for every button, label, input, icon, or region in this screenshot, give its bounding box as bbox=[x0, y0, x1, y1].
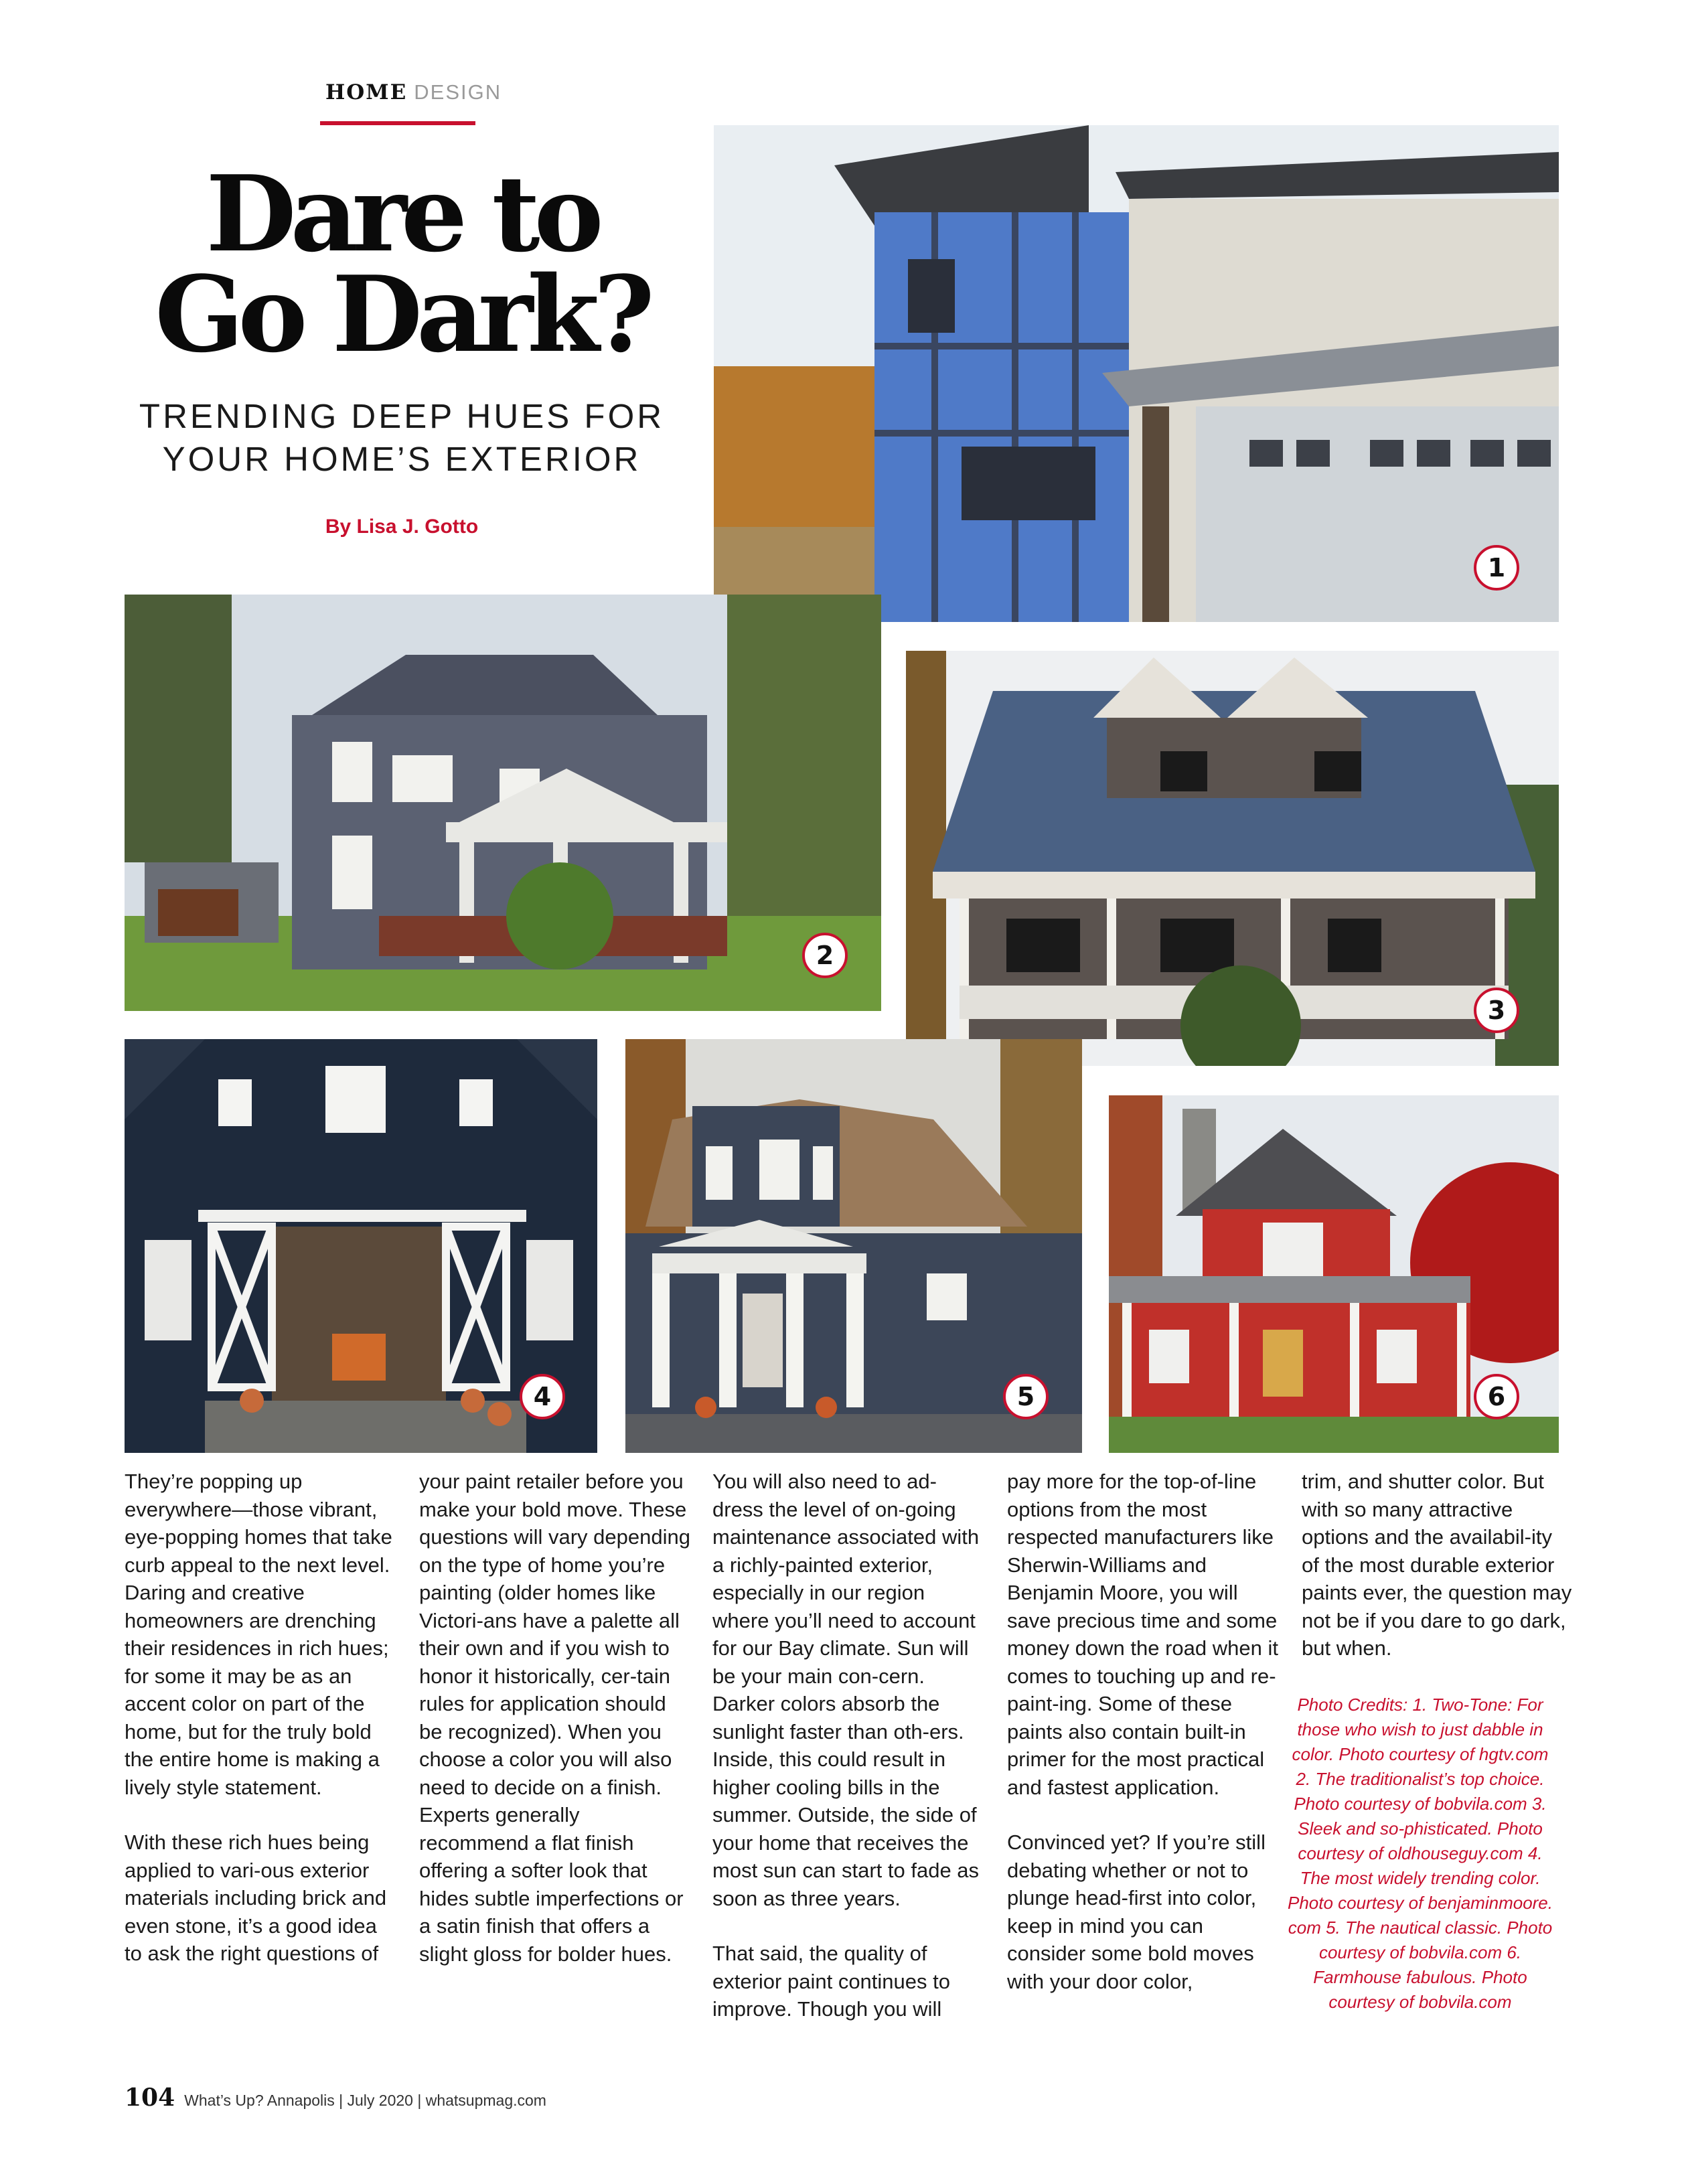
paragraph: pay more for the top-of-line options from the most respected manufacturers like Sherwin-Williams and Benjamin Moore, you will save precious time and some money down the road when it comes to touching up and re-paint-ing. Some of these paints also contain built-in primer for the most practical and fastest application. bbox=[1007, 1470, 1278, 1799]
photo-3-image bbox=[906, 651, 1559, 1066]
photo-2-badge: 2 bbox=[802, 933, 848, 978]
photo-1-badge: 1 bbox=[1474, 545, 1519, 591]
paragraph: They’re popping up everywhere—those vibrant, eye-popping homes that take curb appeal to the next level. Daring and creative homeowners are drenching their residences in rich hues; for some it may be as an accent color on part of the home, but for the truly bold the entire home is making a lively style statement. bbox=[125, 1470, 392, 1799]
page-footer bbox=[125, 2084, 546, 2112]
photo-6-badge: 6 bbox=[1474, 1374, 1519, 1419]
page-number: 104 bbox=[125, 2084, 175, 2112]
photo-1-image bbox=[714, 125, 1559, 622]
byline: By Lisa J. Gotto bbox=[325, 516, 479, 538]
section-label-light: DESIGN bbox=[414, 80, 502, 104]
subheadline-line-2: YOUR HOME’S EXTERIOR bbox=[162, 440, 641, 478]
paragraph: You will also need to ad-dress the level of on-going maintenance associated with a richly-painted exterior, especially in our region where you’ll need to account for our Bay climate. Sun will be your main con-cern. Darker colors absorb the sunlight faster than oth-ers. Inside, this could result in higher cooling bills in the summer. Outside, the side of your home that receives the most sun can start to fade as soon as three years. bbox=[712, 1470, 980, 1910]
section-label bbox=[325, 80, 502, 104]
subheadline-line-1: TRENDING DEEP HUES FOR bbox=[139, 397, 665, 435]
body-column-2 bbox=[419, 1468, 690, 1968]
body-column-3 bbox=[712, 1468, 984, 2023]
headline-line-1: Dare to bbox=[206, 153, 598, 275]
paragraph: your paint retailer before you make your bold move. These questions will vary depending on the type of home you’re painting (older homes like Victori-ans have a palette all their own and if you wish to honor it historically, cer-tain rules for application should be recognized). When you choose a color you will also need to decide on a finish. Experts generally recommend a flat finish offering a softer look that hides subtle imperfections or a satin finish that offers a slight gloss for bolder hues. bbox=[419, 1470, 690, 1966]
photo-3-badge: 3 bbox=[1474, 988, 1519, 1033]
body-column-5 bbox=[1302, 1468, 1573, 1662]
photo-5-badge: 5 bbox=[1003, 1374, 1049, 1419]
photo-4-badge: 4 bbox=[520, 1374, 565, 1419]
body-column-1 bbox=[125, 1468, 396, 1968]
photo-credits: Photo Credits: 1. Two-Tone: For those who wish to just dabble in color. Photo courtesy of hgtv.com 2. The traditionalist’s top choice. Photo courtesy of bobvila.com 3. Sleek and so-phisticated. Photo courtesy of oldhouseguy.com 4. The most widely trending color. Photo courtesy of benjaminmoore. com 5. The nautical classic. Photo courtesy of bobvila.com 6. Farmhouse fabulous. Photo courtesy of bobvila.com bbox=[1288, 1695, 1553, 2012]
paragraph: With these rich hues being applied to vari-ous exterior materials including brick and even stone, it’s a good idea to ask the right questions of bbox=[125, 1830, 387, 1965]
photo-2 bbox=[125, 595, 881, 1011]
headline bbox=[107, 153, 696, 376]
headline-line-2: Go Dark? bbox=[155, 253, 649, 376]
photo-1 bbox=[714, 125, 1559, 622]
paragraph: Convinced yet? If you’re still debating whether or not to plunge head-first into color, keep in mind you can consider some bold moves with your door color, bbox=[1007, 1830, 1266, 1993]
body-column-4 bbox=[1007, 1468, 1278, 1995]
section-rule bbox=[320, 121, 475, 125]
section-label-bold: HOME bbox=[325, 80, 408, 104]
photo-2-image bbox=[125, 595, 881, 1011]
photo-3 bbox=[906, 651, 1559, 1066]
paragraph: That said, the quality of exterior paint continues to improve. Though you will bbox=[712, 1942, 950, 2021]
footer-text: What’s Up? Annapolis | July 2020 | whatsupmag.com bbox=[184, 2092, 546, 2109]
subheadline bbox=[107, 395, 696, 481]
paragraph: trim, and shutter color. But with so many attractive options and the availabil-ity of the most durable exterior paints ever, the question may not be if you dare to go dark, but when. bbox=[1302, 1470, 1572, 1660]
